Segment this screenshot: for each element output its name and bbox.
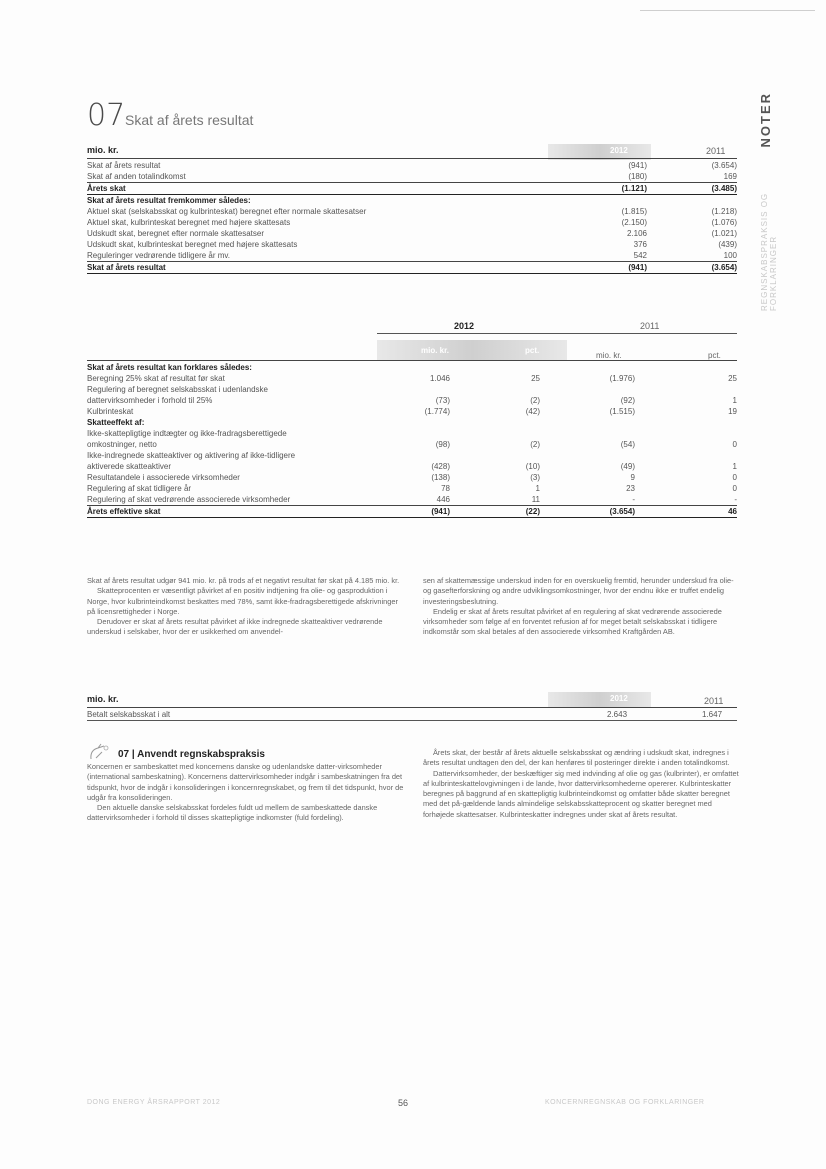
table-row	[87, 384, 737, 395]
mio-2012: 78	[441, 484, 450, 493]
pct-2012	[450, 428, 540, 439]
col-mio-label: mio. kr.	[421, 346, 450, 355]
table-row	[87, 171, 737, 183]
row-label: Skat af anden totalindkomst	[87, 171, 557, 183]
mio-2012	[367, 384, 450, 395]
table-row	[87, 373, 737, 384]
table-row	[87, 250, 737, 262]
mio-2011: 9	[630, 473, 635, 482]
side-sublabel: REGNSKABSPRAKSIS OG FORKLARINGER	[760, 192, 778, 311]
body-text-left	[87, 576, 405, 638]
note-number: 07	[87, 98, 126, 133]
mio-2012: (138)	[431, 473, 450, 482]
col-2011-label: 2011	[706, 146, 726, 156]
year-rule	[377, 333, 737, 334]
table-row	[87, 506, 737, 518]
paragraph: Skatteprocenten er væsentligt påvirket af en positiv indtjening fra olie- og gasproduktion i Norge, hvor kulbrinteindkomst beskattes med 78%, samt ikke-fradragsberettigede afskrivninger på licensrettigheder i Norge.	[87, 586, 398, 616]
row-label: Ikke-indregnede skatteaktiver og aktivering af ikke-tidligere	[87, 451, 296, 460]
mio-2011: (49)	[620, 462, 635, 471]
accounting-policy-icon	[88, 742, 114, 762]
sub-heading: Skat af årets resultat fremkommer således:	[87, 196, 251, 205]
mio-2012: 1.046	[429, 374, 450, 383]
pct-2011: -	[635, 494, 737, 506]
footer-left: DONG ENERGY ÅRSRAPPORT 2012	[87, 1099, 221, 1106]
table-row	[87, 160, 737, 171]
value-2011: (1.021)	[711, 229, 737, 238]
pct-2012: 25	[531, 374, 540, 383]
sub-heading: Skat af årets resultat kan forklares således:	[87, 363, 252, 372]
row-label: Aktuel skat, kulbrinteskat beregnet med højere skattesats	[87, 218, 291, 227]
col-2012-label: 2012	[610, 146, 628, 155]
pct-2011: 0	[732, 473, 737, 482]
value-2012: 542	[557, 250, 647, 262]
table-row	[87, 228, 737, 239]
value-2011: (3.654)	[711, 161, 737, 170]
row-label: Skat af årets resultat	[87, 161, 161, 170]
unit-label: mio. kr.	[87, 145, 119, 155]
page-number: 56	[398, 1098, 409, 1108]
pct-2011: 0	[732, 484, 737, 493]
row-label: omkostninger, netto	[87, 440, 157, 449]
section-heading: 07 | Anvendt regnskabspraksis	[118, 749, 265, 760]
sub-heading-row	[87, 195, 737, 207]
pct-2012: (42)	[525, 407, 540, 416]
row-label: Udskudt skat, beregnet efter normale skattesatser	[87, 229, 264, 238]
note-title: Skat af årets resultat	[125, 112, 254, 128]
year-2012-label: 2012	[454, 321, 475, 331]
paragraph: Årets skat, der består af årets aktuelle selskabsskat og ændring i udskudt skat, indregnes i årets resultat undtagen den del, der kan henføres til posteringer direkte i anden totalindkomst.	[423, 748, 730, 768]
mio-2012: (98)	[435, 440, 450, 449]
mio-2012: (428)	[431, 462, 450, 471]
pct-2012: (3)	[530, 473, 540, 482]
table-row	[87, 262, 737, 274]
footer-right: KONCERNREGNSKAB OG FORKLARINGER	[545, 1099, 705, 1106]
pct-2012: (2)	[530, 440, 540, 449]
table-row	[87, 461, 737, 472]
paid-tax-rule	[87, 720, 737, 721]
pct-2011: 46	[635, 506, 737, 518]
value-2012: (941)	[628, 161, 647, 170]
mio-2011	[540, 450, 635, 461]
pct-2011: 1	[732, 462, 737, 471]
col-pct-2011: pct.	[708, 351, 721, 360]
pct-2012: (22)	[450, 506, 540, 518]
table-row	[87, 450, 737, 461]
header-rule	[87, 158, 737, 159]
col-mio-2011: mio. kr.	[596, 351, 622, 360]
pct-2011: 0	[732, 440, 737, 449]
paragraph: Dattervirksomheder, der beskæftiger sig med indvinding af olie og gas (kulbrinter), er omfattet af kulbrinteskattelovgivningen i de lande, hvor dattervirksomhederne opererer. Kulbrinteskatter beregnes på baggrund af en skattepligtig kulbrinteindkomst og omfatter både skatter beregnet med det på-gældende lands almindelige selskabsskatteprocent og skatter beregnet med forhøjede skattesatser. Kulbrinteskatter indregnes under skat af årets resultat.	[423, 768, 739, 819]
side-label: NOTER	[758, 92, 773, 148]
sub-heading-row	[87, 417, 737, 428]
col-pct-label: pct.	[525, 346, 540, 355]
table-row	[87, 428, 737, 439]
paid-tax-2012: 2.643	[607, 710, 628, 719]
mio-2012	[367, 428, 450, 439]
value-2011: (1.218)	[711, 207, 737, 216]
row-label: Årets effektive skat	[87, 506, 367, 518]
row-label: Udskudt skat, kulbrinteskat beregnet med højere skattesats	[87, 240, 298, 249]
row-label: Skat af årets resultat	[87, 262, 557, 274]
tax-reconciliation-table	[87, 362, 737, 518]
sub-heading-row	[87, 362, 737, 373]
mio-2011: (1.515)	[609, 407, 635, 416]
table-row	[87, 206, 737, 217]
paragraph: sen af skattemæssige underskud inden for en overskuelig fremtid, herunder underskud fra olie- og gasefterforskning og andre udviklingsomkostninger, hvor der endnu ikke er truffet endelig investeringsbeslutning.	[423, 576, 734, 606]
mio-2011: (54)	[620, 440, 635, 449]
table-row	[87, 395, 737, 406]
value-2012: (180)	[557, 171, 647, 183]
mio-2011: (3.654)	[540, 506, 635, 518]
pct-2012: 11	[450, 494, 540, 506]
value-2012: (1.815)	[621, 207, 647, 216]
table-row	[87, 439, 737, 450]
pct-2012: (2)	[530, 396, 540, 405]
value-2011: (3.485)	[647, 183, 737, 195]
mio-2012: 446	[367, 494, 450, 506]
row-label: Regulering af beregnet selskabsskat i udenlandske	[87, 385, 269, 394]
value-2011: 100	[647, 250, 737, 262]
pct-2011	[635, 450, 737, 461]
pct-2012	[450, 450, 540, 461]
mio-2011: (92)	[620, 396, 635, 405]
pct-2011: 1	[732, 396, 737, 405]
value-2012: (2.150)	[621, 218, 647, 227]
row-label: Resultatandele i associerede virksomheder	[87, 473, 240, 482]
mio-2012: (1.774)	[424, 407, 450, 416]
pct-2012: (10)	[525, 462, 540, 471]
body-text-right	[423, 576, 739, 638]
value-2011: (439)	[718, 240, 737, 249]
unit-label-3: mio. kr.	[87, 694, 119, 704]
value-2012: (1.121)	[557, 183, 647, 195]
pct-2012: 1	[535, 484, 540, 493]
row-label: Aktuel skat (selskabsskat og kulbrinteskat) beregnet efter normale skattesatser	[87, 207, 367, 216]
pct-2011	[635, 428, 737, 439]
row-label: Kulbrinteskat	[87, 407, 134, 416]
paragraph: Koncernen er sambeskattet med koncernens danske og udenlandske datter-virksomheder (international sambeskatning). Koncernens dattervirksomheder indgår i sambeskatningen fra det tidspunkt, hvor de indgår i konsolideringen i koncernregnskabet, og frem til det tidspunkt, hvor de udgår fra konsolideringen.	[87, 762, 404, 802]
pct-2012	[450, 384, 540, 395]
paragraph: Derudover er skat af årets resultat påvirket af ikke indregnede skatteaktiver vedrørende underskud i selskaber, hvor der er usikkerhed om anvendel-	[87, 617, 383, 637]
table-row	[87, 239, 737, 250]
row-label: Beregning 25% skat af resultat før skat	[87, 374, 225, 383]
header-rule-3	[87, 707, 737, 708]
sub-heading: Skatteeffekt af:	[87, 418, 145, 427]
paragraph: Skat af årets resultat udgør 941 mio. kr. på trods af et negativt resultat før skat på 4.185 mio. kr.	[87, 576, 400, 585]
row-label: Regulering af skat vedrørende associerede virksomheder	[87, 494, 367, 506]
paragraph: Endelig er skat af årets resultat påvirket af en regulering af skat vedrørende associerede virksomheder som følge af en forventet refusion af for meget betalt selskabsskat i tidligere indkomstår som skal betales af den associerede virksomhed Kraftgården AB.	[423, 606, 722, 637]
table-row	[87, 483, 737, 494]
highlight-2012-col-3	[548, 692, 651, 708]
col-2012-label-3: 2012	[610, 694, 628, 703]
pct-2011	[635, 384, 737, 395]
mio-2012	[367, 450, 450, 461]
table-row	[87, 217, 737, 228]
row-label: aktiverede skatteaktiver	[87, 462, 172, 471]
mio-2011: 23	[626, 484, 635, 493]
row-label: Reguleringer vedrørende tidligere år mv.	[87, 250, 557, 262]
policy-text-left	[87, 762, 405, 824]
pct-2011: 19	[728, 407, 737, 416]
top-rule	[640, 10, 815, 11]
paid-tax-label: Betalt selskabsskat i alt	[87, 710, 171, 719]
table-row	[87, 406, 737, 417]
year-2011-label: 2011	[640, 321, 660, 331]
value-2011: 169	[647, 171, 737, 183]
value-2012: 376	[633, 240, 647, 249]
row-label: Årets skat	[87, 183, 557, 195]
table-row	[87, 183, 737, 195]
mio-2011: (1.976)	[609, 374, 635, 383]
table-row	[87, 472, 737, 483]
row-label: Regulering af skat tidligere år	[87, 484, 192, 493]
value-2011: (3.654)	[647, 262, 737, 274]
value-2012: (941)	[557, 262, 647, 274]
row-label: dattervirksomheder i forhold til 25%	[87, 396, 213, 405]
paragraph: Den aktuelle danske selskabsskat fordeles fuldt ud mellem de sambeskattede danske dattervirksomheder i forhold til disses skattepligtige indkomster (fuld fordeling).	[87, 803, 378, 823]
policy-text-right	[423, 748, 739, 820]
mio-2012: (941)	[367, 506, 450, 518]
value-2011: (1.076)	[711, 218, 737, 227]
table-row	[87, 494, 737, 506]
mio-2011	[540, 428, 635, 439]
mio-2011	[540, 384, 635, 395]
header-rule-2	[87, 360, 737, 361]
col-2011-label-3: 2011	[704, 696, 724, 706]
pct-2011: 25	[728, 374, 737, 383]
highlight-2012-cols	[377, 340, 567, 360]
row-label: Ikke-skattepligtige indtægter og ikke-fradragsberettigede	[87, 429, 287, 438]
mio-2011: -	[540, 494, 635, 506]
paid-tax-2011: 1.647	[702, 710, 723, 719]
mio-2012: (73)	[435, 396, 450, 405]
tax-table	[87, 160, 737, 274]
value-2012: 2.106	[626, 229, 647, 238]
